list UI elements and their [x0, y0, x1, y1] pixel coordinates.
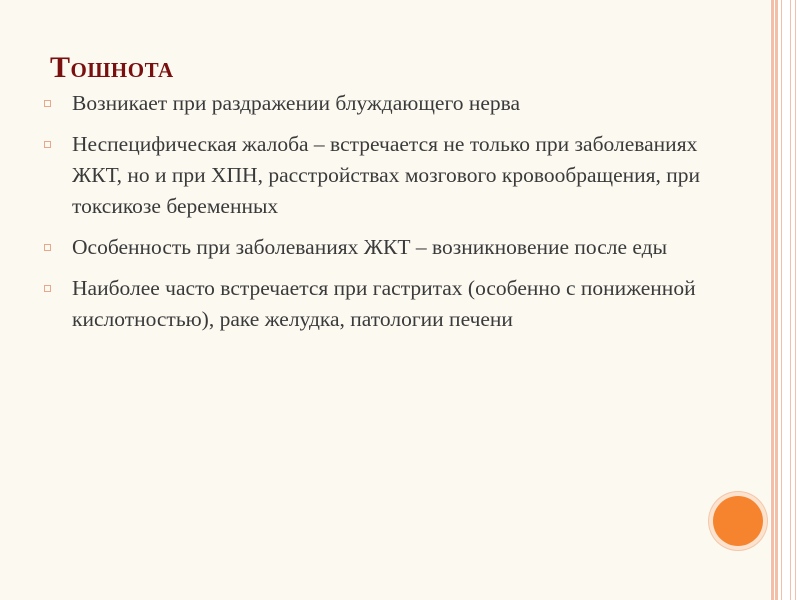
square-bullet-icon: [44, 100, 51, 107]
decorative-stripe: [781, 0, 782, 600]
bullet-item: [42, 273, 712, 335]
square-bullet-icon: [44, 285, 51, 292]
slide-title: [50, 46, 174, 90]
bullet-text: Особенность при заболеваниях ЖКТ – возникновение после еды: [72, 235, 668, 259]
bullet-item: [42, 232, 712, 263]
decorative-stripe: [775, 0, 778, 600]
bullet-list: [42, 88, 712, 345]
bullet-text: Возникает при раздражении блуждающего нерва: [72, 91, 521, 115]
decorative-circle: [713, 496, 763, 546]
square-bullet-icon: [44, 141, 51, 148]
square-bullet-icon: [44, 244, 51, 251]
bullet-item: [42, 129, 712, 222]
decorative-stripe: [795, 0, 796, 600]
bullet-text: Неспецифическая жалоба – встречается не только при заболеваниях ЖКТ, но и при ХПН, расстройствах мозгового кровообращения, при токсикозе беременных: [72, 132, 701, 218]
decorative-stripe: [771, 0, 774, 600]
bullet-item: [42, 88, 712, 119]
bullet-text: Наиболее часто встречается при гастритах (особенно с пониженной кислотностью), раке желудка, патологии печени: [72, 276, 696, 331]
decorative-stripe: [790, 0, 791, 600]
slide-title-text: Тошнота: [50, 51, 174, 84]
